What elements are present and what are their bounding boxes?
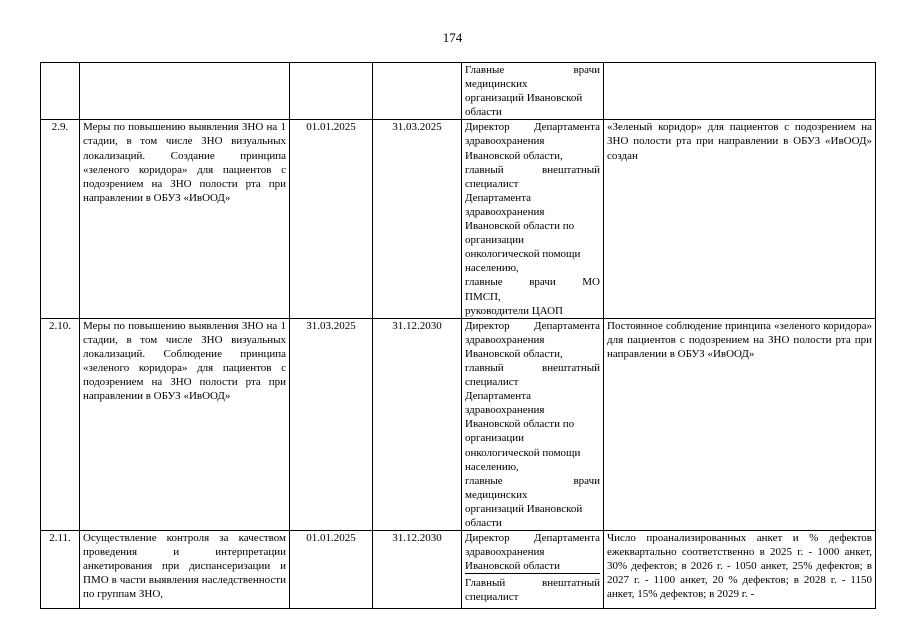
responsible-line: главные врачи МО — [465, 276, 600, 289]
row-number — [41, 63, 80, 120]
responsible-line: Департамента — [465, 390, 532, 403]
responsible — [462, 318, 604, 530]
table-row — [41, 531, 876, 609]
responsible-line: Директор Департамента — [465, 319, 600, 332]
responsible-line: онкологической помощи — [465, 446, 581, 459]
result — [604, 63, 876, 120]
responsible-line: онкологической помощи — [465, 248, 581, 261]
result: Число проанализированных анкет и % дефектов ежеквартально соответственно в 2025 г. - 1000 анкет, 30% дефектов; в 2026 г. - 1050 анкет, 25% дефектов; в 2027 г. - 1100 анкет, 20 % дефектов; в 2028 г. - 1150 анкет, 15% дефектов; в 2029 г. - — [604, 531, 876, 609]
responsible-line: организации — [465, 234, 525, 247]
measures-table — [40, 62, 876, 609]
responsible-line: медицинских — [465, 488, 528, 501]
table-row — [41, 318, 876, 530]
responsible-line: Ивановской области, — [465, 347, 563, 360]
result: «Зеленый коридор» для пациентов с подозрением на ЗНО полости рта при направлении в ОБУЗ «ИвООД» создан — [604, 120, 876, 318]
start-date: 31.03.2025 — [290, 318, 373, 530]
responsible-line: области — [465, 106, 502, 119]
end-date: 31.12.2030 — [373, 318, 462, 530]
responsible-line: здравоохранения — [465, 205, 545, 218]
responsible-line: Директор Департамента — [465, 121, 600, 134]
page-number: 174 — [442, 30, 463, 45]
table-row — [41, 63, 876, 120]
end-date: 31.03.2025 — [373, 120, 462, 318]
responsible-line: населению, — [465, 460, 519, 473]
responsible-line: медицинских — [465, 78, 528, 91]
row-number: 2.11. — [41, 531, 80, 609]
responsible-line: главный внештатный — [465, 163, 600, 176]
responsible-line: ПМСП, — [465, 290, 501, 303]
responsible-line: организации — [465, 432, 525, 445]
responsible-line: специалист — [465, 376, 519, 389]
responsible-line: Главный внештатный — [465, 577, 600, 590]
responsible-line: здравоохранения — [465, 546, 545, 559]
responsible-line: руководители ЦАОП — [465, 304, 563, 317]
responsible — [462, 63, 604, 120]
responsible-line: здравоохранения — [465, 404, 545, 417]
responsible-line: Ивановской области, — [465, 149, 563, 162]
responsible-line: Ивановской области по — [465, 220, 575, 233]
end-date — [373, 63, 462, 120]
responsible — [462, 531, 604, 609]
row-number: 2.10. — [41, 318, 80, 530]
responsible-line: населению, — [465, 262, 519, 275]
start-date: 01.01.2025 — [290, 120, 373, 318]
responsible-line: Директор Департамента — [465, 532, 600, 545]
responsible-line: Главные врачи — [465, 64, 600, 76]
responsible-line: специалист — [465, 177, 519, 190]
measure-description: Меры по повышению выявления ЗНО на 1 стадии, в том числе ЗНО визуальных локализаций. Соблюдение принципа «зеленого коридора» для пациентов с подозрением на ЗНО полости рта при направлении в ОБУЗ «ИвООД» — [80, 318, 290, 530]
responsible-line: Ивановской области по — [465, 418, 575, 431]
responsible — [462, 120, 604, 318]
table-row — [41, 120, 876, 318]
measure-description — [80, 63, 290, 120]
row-number: 2.9. — [41, 120, 80, 318]
measure-description: Меры по повышению выявления ЗНО на 1 стадии, в том числе ЗНО визуальных локализаций. Создание принципа «зеленого коридора» для пациентов с подозрением на ЗНО полости рта при направлении в ОБУЗ «ИвООД» — [80, 120, 290, 318]
responsible-line: области — [465, 517, 502, 529]
responsible-line: здравоохранения — [465, 333, 545, 346]
responsible-line: главный внештатный — [465, 361, 600, 374]
responsible-line: организаций Ивановской — [465, 502, 583, 515]
start-date — [290, 63, 373, 120]
start-date: 01.01.2025 — [290, 531, 373, 609]
responsible-line: Департамента — [465, 191, 532, 204]
end-date: 31.12.2030 — [373, 531, 462, 609]
responsible-line: специалист — [465, 591, 519, 604]
responsible-line: главные врачи — [465, 474, 600, 487]
responsible-line: организаций Ивановской — [465, 92, 583, 105]
result: Постоянное соблюдение принципа «зеленого коридора» для пациентов с подозрением на ЗНО полости рта при направлении в ОБУЗ «ИвООД» — [604, 318, 876, 530]
responsible-line: здравоохранения — [465, 135, 545, 148]
responsible-line: Ивановской области — [465, 559, 600, 574]
measure-description: Осуществление контроля за качеством проведения и интерпретации анкетирования при диспансеризации и ПМО в части выявления наследственности по группам ЗНО, — [80, 531, 290, 609]
